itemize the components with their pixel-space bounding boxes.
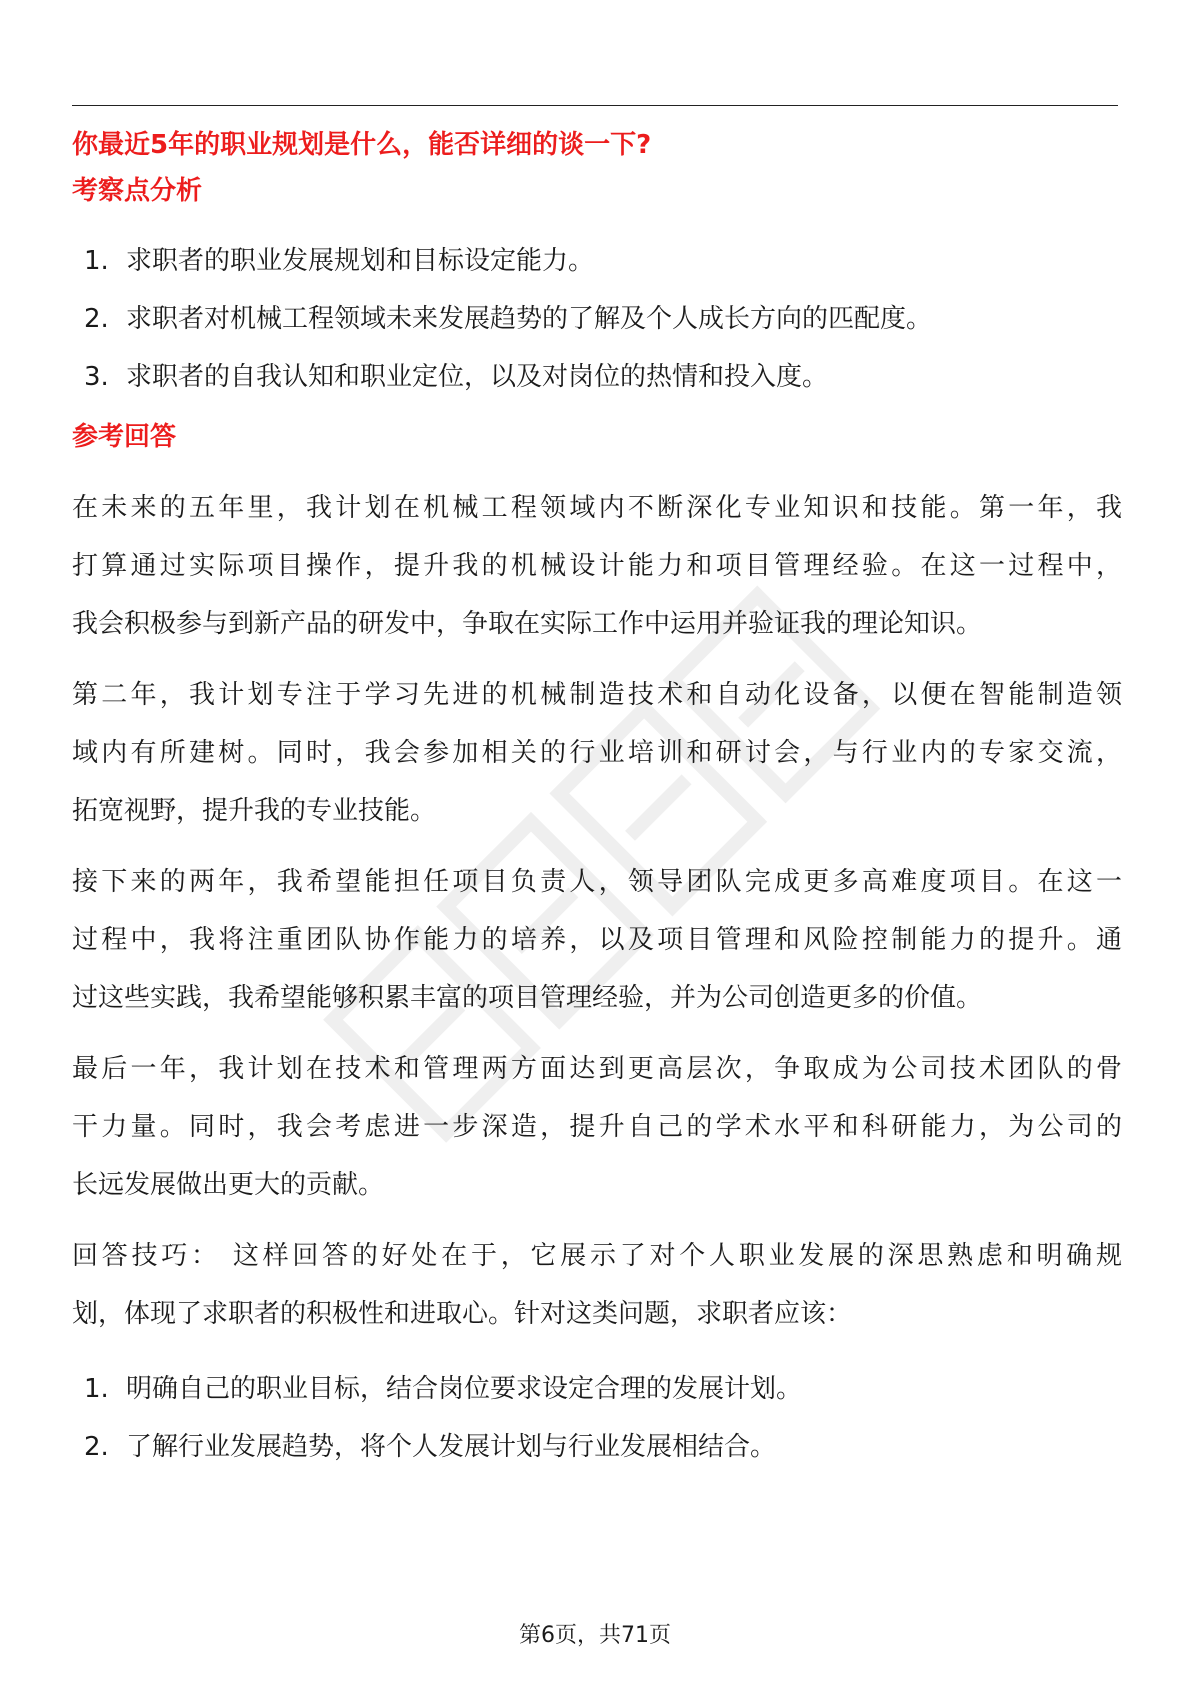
- list-item: 2. 求职者对机械工程领域未来发展趋势的了解及个人成长方向的匹配度。: [84, 304, 933, 334]
- list-item: 1. 求职者的职业发展规划和目标设定能力。: [84, 246, 595, 276]
- list-item: 1. 明确自己的职业目标，结合岗位要求设定合理的发展计划。: [84, 1374, 803, 1404]
- analysis-heading: 考察点分析: [72, 176, 203, 206]
- list-item: 3. 求职者的自我认知和职业定位，以及对岗位的热情和投入度。: [84, 362, 829, 392]
- answer-paragraph-1: 在未来的五年里，我计划在机械工程领域内不断深化专业知识和技能。第一年，我 打算通过实际项目操作，提升我的机械设计能力和项目管理经验。在这一过程中， 我会积极参与到新产品的研发中，争取在实际工作中运用并验证我的理论知识。: [72, 493, 1122, 639]
- question-title: 你最近5年的职业规划是什么，能否详细的谈一下?: [72, 130, 652, 160]
- analysis-list: [84, 232, 1114, 406]
- answer-paragraph-4: 最后一年，我计划在技术和管理两方面达到更高层次，争取成为公司技术团队的骨 干力量。同时，我会考虑进一步深造，提升自己的学术水平和科研能力，为公司的 长远发展做出更大的贡献。: [72, 1054, 1122, 1200]
- page-footer: 第6页，共71页: [519, 1623, 671, 1648]
- answer-paragraph-2: 第二年，我计划专注于学习先进的机械制造技术和自动化设备，以便在智能制造领 域内有所建树。同时，我会参加相关的行业培训和研讨会，与行业内的专家交流， 拓宽视野，提升我的专业技能。: [72, 680, 1122, 826]
- answer-heading: 参考回答: [72, 422, 177, 452]
- top-rule: [72, 105, 1118, 106]
- answer-paragraph-3: 接下来的两年，我希望能担任项目负责人，领导团队完成更多高难度项目。在这一 过程中，我将注重团队协作能力的培养，以及项目管理和风险控制能力的提升。通 过这些实践，我希望能够积累丰富的项目管理经验，并为公司创造更多的价值。: [72, 867, 1122, 1013]
- list-item: 2. 了解行业发展趋势，将个人发展计划与行业发展相结合。: [84, 1432, 777, 1462]
- tips-list: [84, 1360, 1114, 1476]
- tips-paragraph: 回答技巧： 这样回答的好处在于，它展示了对个人职业发展的深思熟虑和明确规 划，体现了求职者的积极性和进取心。针对这类问题，求职者应该：: [72, 1241, 1122, 1329]
